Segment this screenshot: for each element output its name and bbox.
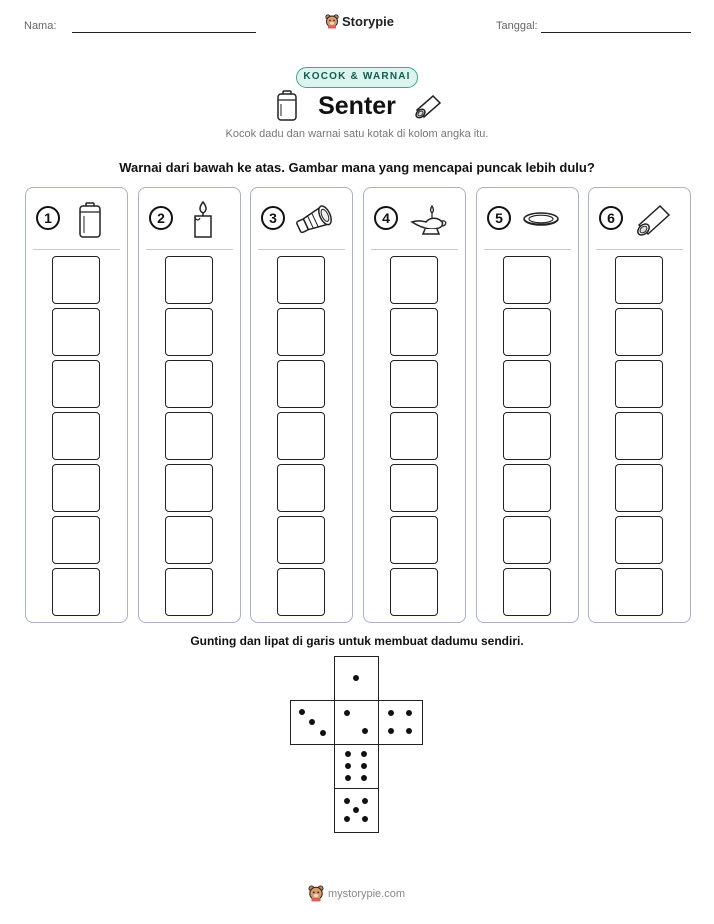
page-subtitle: Kocok dadu dan warnai satu kotak di kolom angka itu. bbox=[225, 128, 489, 140]
footer bbox=[308, 885, 405, 902]
color-cell[interactable] bbox=[390, 464, 438, 512]
column-divider bbox=[146, 249, 233, 250]
column-4 bbox=[363, 187, 466, 623]
color-cell[interactable] bbox=[615, 568, 663, 616]
color-cell[interactable] bbox=[52, 464, 100, 512]
die-pip bbox=[388, 728, 394, 734]
color-cell[interactable] bbox=[52, 360, 100, 408]
column-number: 2 bbox=[149, 206, 173, 230]
die-pip bbox=[361, 775, 367, 781]
column-1 bbox=[25, 187, 128, 623]
color-cell[interactable] bbox=[615, 360, 663, 408]
date-label: Tanggal: bbox=[496, 20, 538, 32]
color-cell[interactable] bbox=[503, 308, 551, 356]
color-cell[interactable] bbox=[165, 516, 213, 564]
color-cell[interactable] bbox=[277, 256, 325, 304]
die-pip bbox=[388, 710, 394, 716]
color-cell[interactable] bbox=[503, 360, 551, 408]
color-cell[interactable] bbox=[390, 256, 438, 304]
column-divider bbox=[33, 249, 120, 250]
die-pip bbox=[344, 710, 350, 716]
color-cell[interactable] bbox=[277, 308, 325, 356]
column-divider bbox=[596, 249, 683, 250]
color-cell[interactable] bbox=[165, 464, 213, 512]
die-pip bbox=[362, 798, 368, 804]
column-5 bbox=[476, 187, 579, 623]
color-cell[interactable] bbox=[277, 464, 325, 512]
color-cell[interactable] bbox=[277, 360, 325, 408]
column-divider bbox=[258, 249, 345, 250]
column-number: 5 bbox=[487, 206, 511, 230]
date-line[interactable] bbox=[541, 32, 691, 33]
die-pip bbox=[320, 730, 326, 736]
die-pip bbox=[345, 751, 351, 757]
color-cell[interactable] bbox=[165, 360, 213, 408]
die-pip bbox=[309, 719, 315, 725]
coloring-instruction: Warnai dari bawah ke atas. Gambar mana yang mencapai puncak lebih dulu? bbox=[119, 160, 595, 175]
color-cell[interactable] bbox=[615, 516, 663, 564]
color-cell[interactable] bbox=[390, 412, 438, 460]
die-pip bbox=[361, 751, 367, 757]
die-pip bbox=[406, 728, 412, 734]
color-cell[interactable] bbox=[52, 308, 100, 356]
candle-icon bbox=[183, 200, 223, 240]
die-face-left bbox=[290, 700, 335, 745]
color-cell[interactable] bbox=[615, 412, 663, 460]
color-cell[interactable] bbox=[277, 516, 325, 564]
title-tube-flashlight-icon bbox=[411, 92, 443, 120]
die-pip bbox=[361, 763, 367, 769]
color-cell[interactable] bbox=[503, 256, 551, 304]
color-cell[interactable] bbox=[165, 412, 213, 460]
die-pip bbox=[299, 709, 305, 715]
die-face-bottom bbox=[334, 788, 379, 833]
brand-name: Storypie bbox=[342, 14, 395, 29]
column-6 bbox=[588, 187, 691, 623]
name-label: Nama: bbox=[24, 20, 57, 32]
battery-icon bbox=[70, 200, 110, 240]
oil-lamp-icon bbox=[408, 200, 448, 240]
bear-icon bbox=[325, 14, 339, 29]
color-cell[interactable] bbox=[165, 308, 213, 356]
color-cell[interactable] bbox=[277, 568, 325, 616]
color-cell[interactable] bbox=[52, 256, 100, 304]
column-divider bbox=[371, 249, 458, 250]
color-cell[interactable] bbox=[390, 360, 438, 408]
color-cell[interactable] bbox=[165, 568, 213, 616]
color-cell[interactable] bbox=[390, 568, 438, 616]
die-pip bbox=[345, 763, 351, 769]
column-divider bbox=[484, 249, 571, 250]
die-pip bbox=[353, 807, 359, 813]
die-pip bbox=[362, 816, 368, 822]
tube-flashlight-icon bbox=[633, 200, 673, 240]
color-cell[interactable] bbox=[52, 568, 100, 616]
column-number: 1 bbox=[36, 206, 60, 230]
column-number: 4 bbox=[374, 206, 398, 230]
column-number: 3 bbox=[261, 206, 285, 230]
die-pip bbox=[345, 775, 351, 781]
die-face-lower bbox=[334, 744, 379, 789]
die-pip bbox=[344, 816, 350, 822]
color-cell[interactable] bbox=[52, 412, 100, 460]
die-face-right bbox=[378, 700, 423, 745]
column-number: 6 bbox=[599, 206, 623, 230]
name-line[interactable] bbox=[72, 32, 256, 33]
page-title: Senter bbox=[318, 92, 396, 120]
cut-instruction: Gunting dan lipat di garis untuk membuat dadumu sendiri. bbox=[190, 634, 524, 648]
color-cell[interactable] bbox=[615, 464, 663, 512]
brand-logo bbox=[325, 14, 394, 29]
color-cell[interactable] bbox=[277, 412, 325, 460]
color-cell[interactable] bbox=[615, 256, 663, 304]
footer-url: mystorypie.com bbox=[328, 887, 406, 900]
bear-icon bbox=[308, 885, 324, 902]
die-pip bbox=[362, 728, 368, 734]
column-3 bbox=[250, 187, 353, 623]
activity-badge: KOCOK & WARNAI bbox=[296, 67, 418, 88]
color-cell[interactable] bbox=[503, 516, 551, 564]
color-cell[interactable] bbox=[390, 308, 438, 356]
flashlight-icon bbox=[295, 200, 335, 240]
color-cell[interactable] bbox=[390, 516, 438, 564]
die-pip bbox=[344, 798, 350, 804]
color-cell[interactable] bbox=[52, 516, 100, 564]
die-face-top bbox=[334, 656, 379, 701]
die-pip bbox=[353, 675, 359, 681]
color-cell[interactable] bbox=[503, 464, 551, 512]
color-cell[interactable] bbox=[503, 412, 551, 460]
die-pip bbox=[406, 710, 412, 716]
color-cell[interactable] bbox=[615, 308, 663, 356]
dish-icon bbox=[521, 200, 561, 240]
column-2 bbox=[138, 187, 241, 623]
color-cell[interactable] bbox=[503, 568, 551, 616]
die-face-center bbox=[334, 700, 379, 745]
color-cell[interactable] bbox=[165, 256, 213, 304]
